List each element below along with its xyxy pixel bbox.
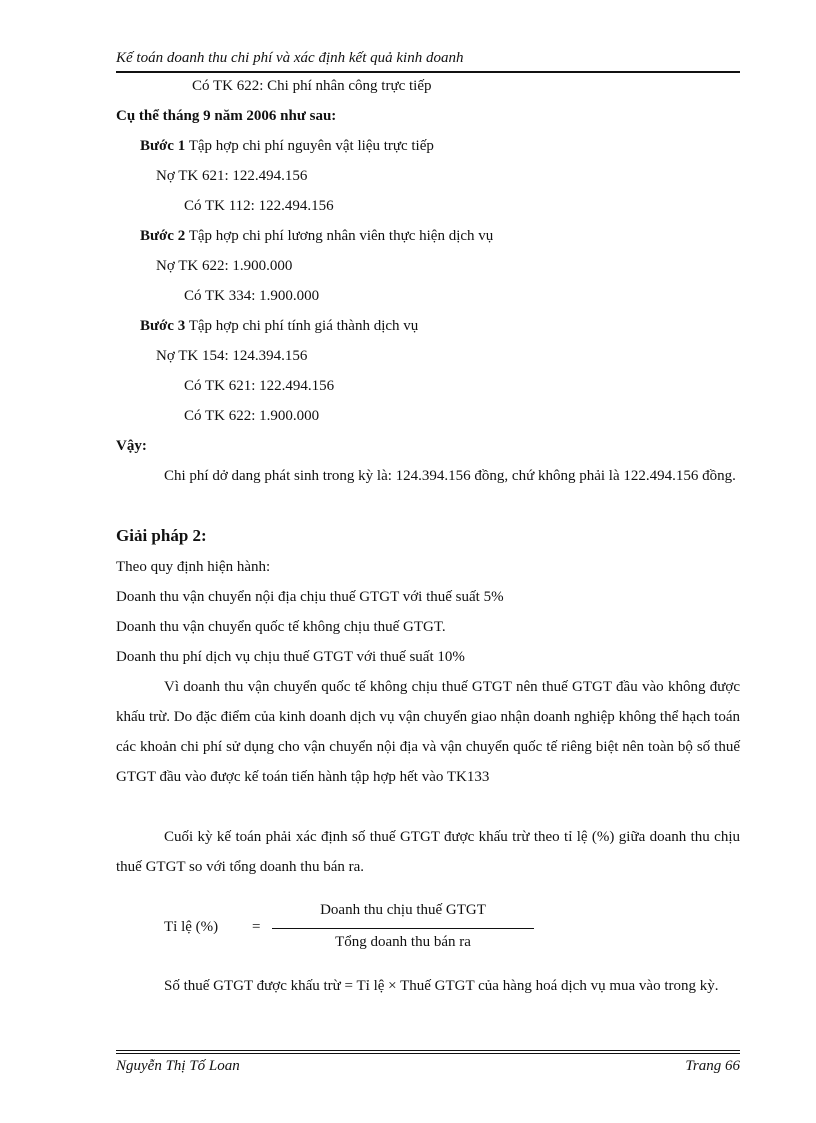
step-1-label: Bước 1 xyxy=(140,138,186,154)
paragraph-deductible: Số thuế GTGT được khấu trừ = Tỉ lệ × Thuế GTGT của hàng hoá dịch vụ mua vào trong kỳ. xyxy=(164,978,719,994)
footer-author: Nguyễn Thị Tố Loan xyxy=(116,1058,240,1074)
step-2-debit: Nợ TK 622: 1.900.000 xyxy=(156,258,293,274)
formula-denominator: Tổng doanh thu bán ra xyxy=(335,934,471,950)
paragraph-ratio: Cuối kỳ kế toán phải xác định số thuế GTGT được khấu trừ theo tỉ lệ (%) giữa doanh thu chịu thuế GTGT so với tổng doanh thu bán ra. xyxy=(116,829,740,875)
step-1-text: Tập hợp chi phí nguyên vật liệu trực tiếp xyxy=(188,138,434,154)
footer-rule-second xyxy=(116,1053,740,1054)
rule-domestic: Doanh thu vận chuyển nội địa chịu thuế GTGT với thuế suất 5% xyxy=(116,589,504,605)
solution-heading: Giải pháp 2: xyxy=(116,526,207,545)
step-3 xyxy=(140,316,418,336)
step-3-text: Tập hợp chi phí tính giá thành dịch vụ xyxy=(188,318,419,334)
header-rule xyxy=(116,71,740,73)
month-heading: Cụ thể tháng 9 năm 2006 như sau: xyxy=(116,108,337,124)
step-3-credit-621: Có TK 621: 122.494.156 xyxy=(184,378,335,394)
formula-numerator: Doanh thu chịu thuế GTGT xyxy=(320,902,486,918)
conclusion-heading: Vậy: xyxy=(116,438,147,454)
entry-co-622: Có TK 622: Chi phí nhân công trực tiếp xyxy=(192,78,432,94)
conclusion-paragraph: Chi phí dở dang phát sinh trong kỳ là: 124.394.156 đồng, chứ không phải là 122.494.156 đồng. xyxy=(164,468,736,484)
step-1-debit: Nợ TK 621: 122.494.156 xyxy=(156,168,308,184)
step-2-text: Tập hợp chi phí lương nhân viên thực hiện dịch vụ xyxy=(188,228,494,244)
formula-label: Tỉ lệ (%) xyxy=(164,919,219,935)
footer-page-number: Trang 66 xyxy=(685,1058,740,1074)
step-1 xyxy=(140,136,434,156)
step-2-label: Bước 2 xyxy=(140,228,186,244)
step-3-label: Bước 3 xyxy=(140,318,186,334)
rule-service-fee: Doanh thu phí dịch vụ chịu thuế GTGT với thuế suất 10% xyxy=(116,649,465,665)
footer-rule xyxy=(116,1050,740,1051)
formula-equals: = xyxy=(252,919,261,935)
paragraph-vat-input: Vì doanh thu vận chuyển quốc tế không chịu thuế GTGT nên thuế GTGT đầu vào không được khấu trừ. Do đặc điểm của kinh doanh dịch vụ vận chuyển giao nhận doanh nghiệp không thể hạch toán các khoản chi phí sử dụng cho vận chuyển nội địa và vận chuyển quốc tế riêng biệt nên toàn bộ số thuế GTGT đầu vào được kế toán tiến hành tập hợp hết vào TK133 xyxy=(116,679,740,785)
step-2 xyxy=(140,226,493,246)
formula-fraction-bar xyxy=(272,928,534,929)
step-2-credit: Có TK 334: 1.900.000 xyxy=(184,288,320,304)
page-header-title: Kế toán doanh thu chi phí và xác định kết quả kinh doanh xyxy=(116,50,464,66)
rule-international: Doanh thu vận chuyển quốc tế không chịu thuế GTGT. xyxy=(116,619,446,635)
step-1-credit: Có TK 112: 122.494.156 xyxy=(184,198,334,214)
rules-intro: Theo quy định hiện hành: xyxy=(116,559,271,575)
step-3-credit-622: Có TK 622: 1.900.000 xyxy=(184,408,320,424)
step-3-debit: Nợ TK 154: 124.394.156 xyxy=(156,348,308,364)
